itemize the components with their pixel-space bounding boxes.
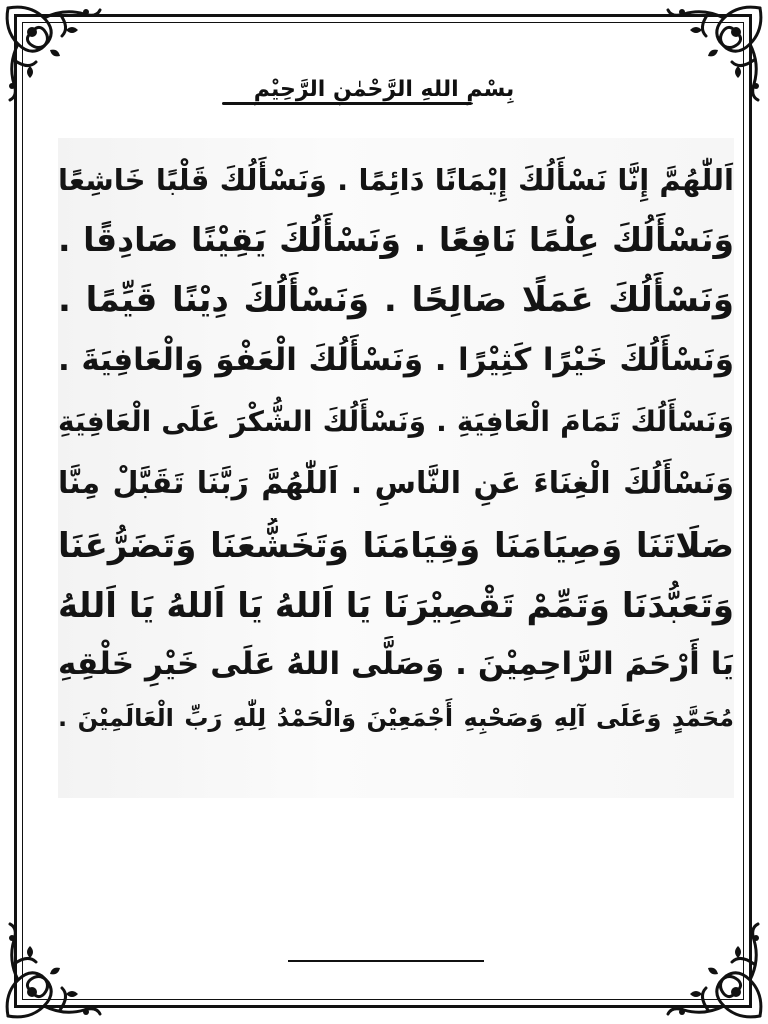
- basmala-header: [200, 58, 568, 120]
- corner-ornament-icon: [658, 914, 768, 1024]
- prayer-text-block: [58, 138, 734, 798]
- basmala-text: بِسْمِ اللهِ الرَّحْمٰنِ الرَّحِيْمِ: [253, 76, 515, 102]
- prayer-line: اَللّٰهُمَّ إِنَّا نَسْأَلُكَ إِيْمَانًا دَائِمًا . وَنَسْأَلُكَ قَلْبًا خَاشِعًا: [58, 163, 734, 197]
- prayer-line: وَنَسْأَلُكَ عَمَلًا صَالِحًا . وَنَسْأَلُكَ دِيْنًا قَيِّمًا .: [58, 280, 734, 320]
- prayer-line: يَا أَرْحَمَ الرَّاحِمِيْنَ . وَصَلَّى اللهُ عَلَى خَيْرِ خَلْقِهِ: [58, 646, 734, 682]
- prayer-line: وَنَسْأَلُكَ الْغِنَاءَ عَنِ النَّاسِ . اَللّٰهُمَّ رَبَّنَا تَقَبَّلْ مِنَّا: [58, 466, 734, 501]
- corner-ornament-icon: [0, 0, 110, 110]
- prayer-line: مُحَمَّدٍ وَعَلَى آلِهِ وَصَحْبِهِ أَجْمَعِيْنَ وَالْحَمْدُ لِلّٰهِ رَبِّ الْعَالَمِيْنَ .: [58, 704, 734, 732]
- prayer-line: وَتَعَبُّدَنَا وَتَمِّمْ تَقْصِيْرَنَا يَا اَللهُ يَا اَللهُ يَا اَللهُ: [58, 586, 734, 626]
- prayer-line: وَنَسْأَلُكَ عِلْمًا نَافِعًا . وَنَسْأَلُكَ يَقِيْنًا صَادِقًا .: [58, 220, 734, 259]
- prayer-line: صَلَاتَنَا وَصِيَامَنَا وَقِيَامَنَا وَتَخَشُّعَنَا وَتَضَرُّعَنَا: [58, 526, 734, 566]
- prayer-line: وَنَسْأَلُكَ تَمَامَ الْعَافِيَةِ . وَنَسْأَلُكَ الشُّكْرَ عَلَى الْعَافِيَةِ: [58, 405, 734, 438]
- corner-ornament-icon: [0, 914, 110, 1024]
- prayer-line: وَنَسْأَلُكَ خَيْرًا كَثِيْرًا . وَنَسْأَلُكَ الْعَفْوَ وَالْعَافِيَةَ .: [58, 342, 734, 378]
- signature-line: [288, 960, 484, 962]
- calligraphy-stroke: [222, 102, 472, 105]
- corner-ornament-icon: [658, 0, 768, 110]
